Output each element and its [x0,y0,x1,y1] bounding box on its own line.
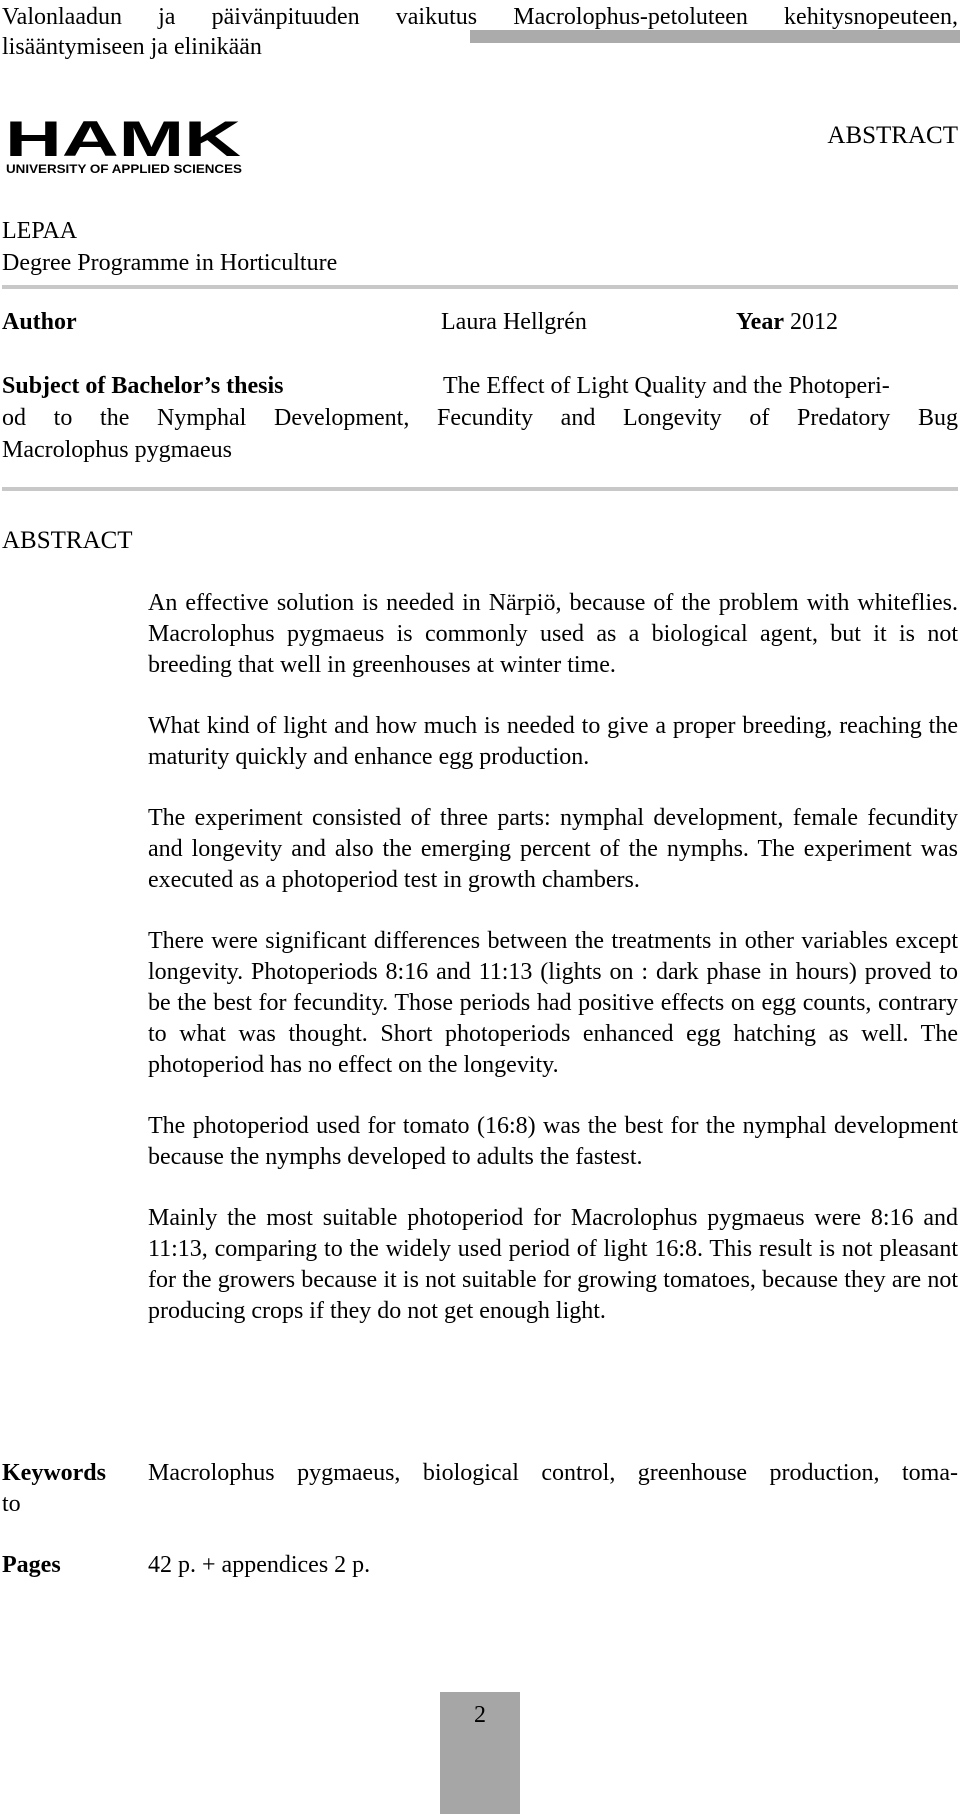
abstract-body [148,588,958,1357]
keywords-label: Keywords [2,1460,106,1486]
logo-wordmark: HAMK [5,118,242,167]
abstract-label: ABSTRACT [2,527,133,554]
divider-middle [2,487,958,491]
keywords-value: Macrolophus pygmaeus, biological control, greenhouse production, toma- [148,1460,958,1486]
running-header-line-2: lisääntymiseen ja elinikään [2,34,262,60]
hamk-logo-graphic [5,118,245,174]
year-value: 2012 [789,309,838,335]
header-rule [470,30,960,43]
pages-value: 42 p. + appendices 2 p. [148,1552,371,1578]
subject-block [2,370,958,466]
pages-label: Pages [2,1552,61,1578]
running-header-line-1: Valonlaadun ja päivänpituuden vaikutus Macrolophus-petoluteen kehitysnopeuteen, [2,4,958,30]
abstract-paragraph: There were significant differences between the treatments in other variables except longevity. Photoperiods 8:16 and 11:13 (lights on : dark phase in hours) proved to be the best for fecundity. Those periods had positive effects on egg counts, contrary to what was thought. Short photoperiods enhanced egg hatching as well. The photoperiod has no effect on the longevity. [148,928,958,1078]
abstract-paragraph: Mainly the most suitable photoperiod for Macrolophus pygmaeus were 8:16 and 11:13, comparing to the widely used period of light 16:8. This result is not pleasant for the growers because it is not suitable for growing tomatoes, because they are not producing crops if they do not get enough light. [148,1205,958,1324]
subject-label: Subject of Bachelor’s thesis [2,373,284,399]
page-number: 2 [474,1702,486,1728]
page-number-box [440,1692,520,1814]
divider-top [2,285,958,289]
logo-subtitle: UNIVERSITY OF APPLIED SCIENCES [6,164,243,174]
subject-title-line-3: Macrolophus pygmaeus [2,437,232,463]
abstract-paragraph: The photoperiod used for tomato (16:8) was the best for the nymphal development because the nymphs developed to adults the fastest. [148,1113,958,1170]
abstract-paragraph: The experiment consisted of three parts: nymphal development, female fecundity and longevity and also the emerging percent of the nymphs. The experiment was executed as a photoperiod test in growth chambers. [148,805,958,893]
year-field [736,309,838,336]
author-value: Laura Hellgrén [441,309,587,335]
hamk-logo [5,118,245,174]
unit-block [2,215,337,279]
author-label: Author [2,309,77,335]
subject-title-line-2: od to the Nymphal Development, Fecundity and Longevity of Predatory Bug [2,405,958,431]
programme-name: Degree Programme in Horticulture [2,250,338,276]
abstract-paragraph: What kind of light and how much is needed to give a proper breeding, reaching the maturity quickly and enhance egg production. [148,713,958,770]
year-label: Year [736,309,784,335]
keywords-continuation: to [2,1491,21,1517]
subject-title-line-1: The Effect of Light Quality and the Photoperi- [443,373,890,399]
abstract-paragraph: An effective solution is needed in Närpiö, because of the problem with whiteflies. Macrolophus pygmaeus is commonly used as a biological agent, but it is not breeding that well in greenhouses at winter time. [148,590,958,678]
unit-name: LEPAA [2,218,78,244]
abstract-heading: ABSTRACT [827,122,958,149]
